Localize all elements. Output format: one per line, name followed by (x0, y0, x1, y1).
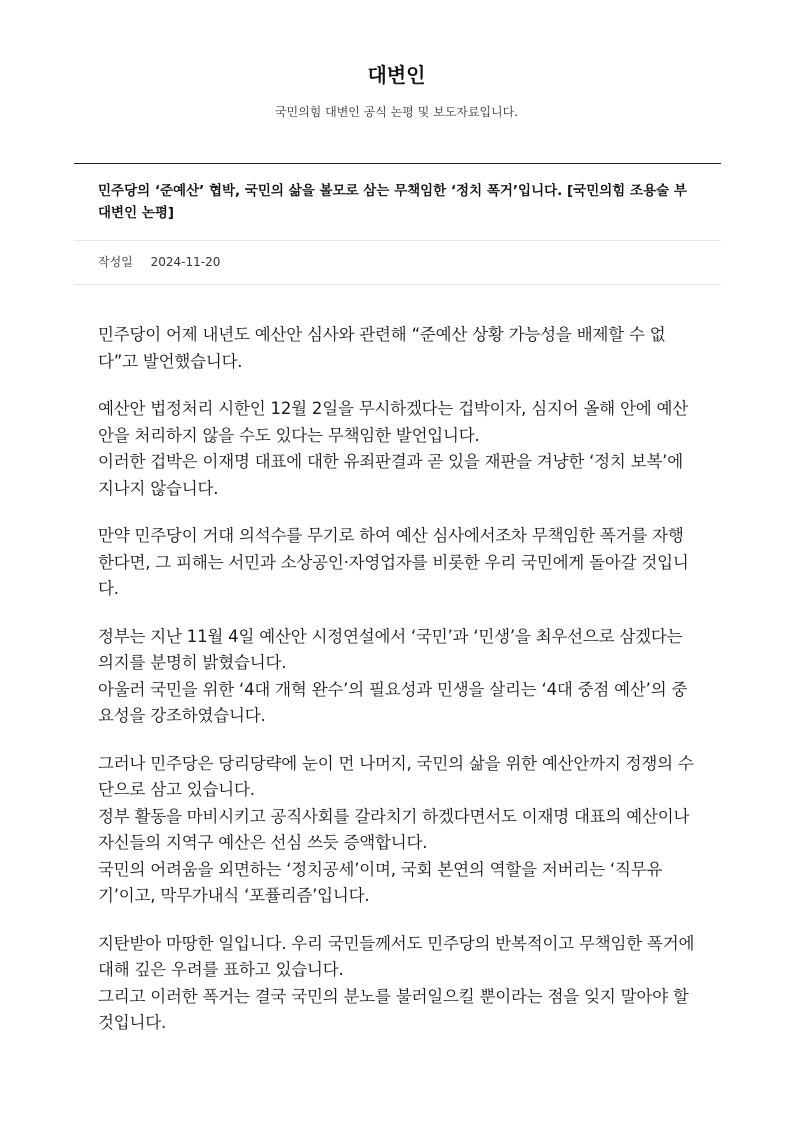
paragraph-line: 만약 민주당이 거대 의석수를 무기로 하여 예산 심사에서조차 무책임한 폭거를 자행한다면, 그 피해는 서민과 소상공인·자영업자를 비롯한 우리 국민에게 돌아갈 것입니다. (98, 526, 689, 598)
meta-divider (74, 284, 721, 285)
paragraph-line: 아울러 국민을 위한 ‘4대 개혁 완수’의 필요성과 민생을 살리는 ‘4대 중점 예산’의 중요성을 강조하였습니다. (98, 679, 688, 725)
article-meta (98, 252, 220, 272)
paragraph-line: 그러나 민주당은 당리당략에 눈이 먼 나머지, 국민의 삶을 위한 예산안까지 정쟁의 수단으로 삼고 있습니다. (98, 753, 694, 799)
paragraph (98, 624, 698, 730)
site-title: 대변인 (367, 63, 426, 87)
paragraph-line: 정부 활동을 마비시키고 공직사회를 갈라치기 하겠다면서도 이재명 대표의 예산이나 자신들의 지역구 예산은 선심 쓰듯 증액합니다. (98, 806, 690, 852)
header-divider (74, 163, 721, 164)
date-label: 작성일 (98, 255, 133, 269)
title-divider (74, 240, 721, 241)
paragraph (98, 396, 698, 502)
paragraph-line: 정부는 지난 11월 4일 예산안 시정연설에서 ‘국민’과 ‘민생’을 최우선으로 삼겠다는 의지를 분명히 밝혔습니다. (98, 626, 683, 672)
site-subtitle: 국민의힘 대변인 공식 논평 및 보도자료입니다. (274, 105, 519, 119)
paragraph (98, 931, 698, 1037)
paragraph-line: 예산안 법정처리 시한인 12월 2일을 무시하겠다는 겁박이자, 심지어 올해 안에 예산안을 처리하지 않을 수도 있다는 무책임한 발언입니다. (98, 399, 689, 445)
article-body (98, 322, 698, 1058)
paragraph-line: 이러한 겁박은 이재명 대표에 대한 유죄판결과 곧 있을 재판을 겨냥한 ‘정치 보복’에 지나지 않습니다. (98, 452, 683, 498)
article-title: 민주당의 ‘준예산’ 협박, 국민의 삶을 볼모로 삼는 무책임한 ‘정치 폭거’입니다. [국민의힘 조용술 부대변인 논평] (98, 183, 687, 221)
date-value: 2024-11-20 (150, 255, 221, 269)
paragraph-line: 민주당이 어제 내년도 예산안 심사와 관련해 “준예산 상황 가능성을 배제할 수 없다”고 발언했습니다. (98, 325, 666, 371)
paragraph (98, 322, 698, 375)
paragraph (98, 751, 698, 910)
paragraph-line: 국민의 어려움을 외면하는 ‘정치공세’이며, 국회 본연의 역할을 저버리는 ‘직무유기’이고, 막무가내식 ‘포퓰리즘’입니다. (98, 859, 663, 905)
paragraph-line: 그리고 이러한 폭거는 결국 국민의 분노를 불러일으킬 뿐이라는 점을 잊지 말아야 할 것입니다. (98, 986, 689, 1032)
paragraph-line: 지탄받아 마땅한 일입니다. 우리 국민들께서도 민주당의 반복적이고 무책임한 폭거에 대해 깊은 우려를 표하고 있습니다. (98, 933, 695, 979)
paragraph (98, 523, 698, 603)
